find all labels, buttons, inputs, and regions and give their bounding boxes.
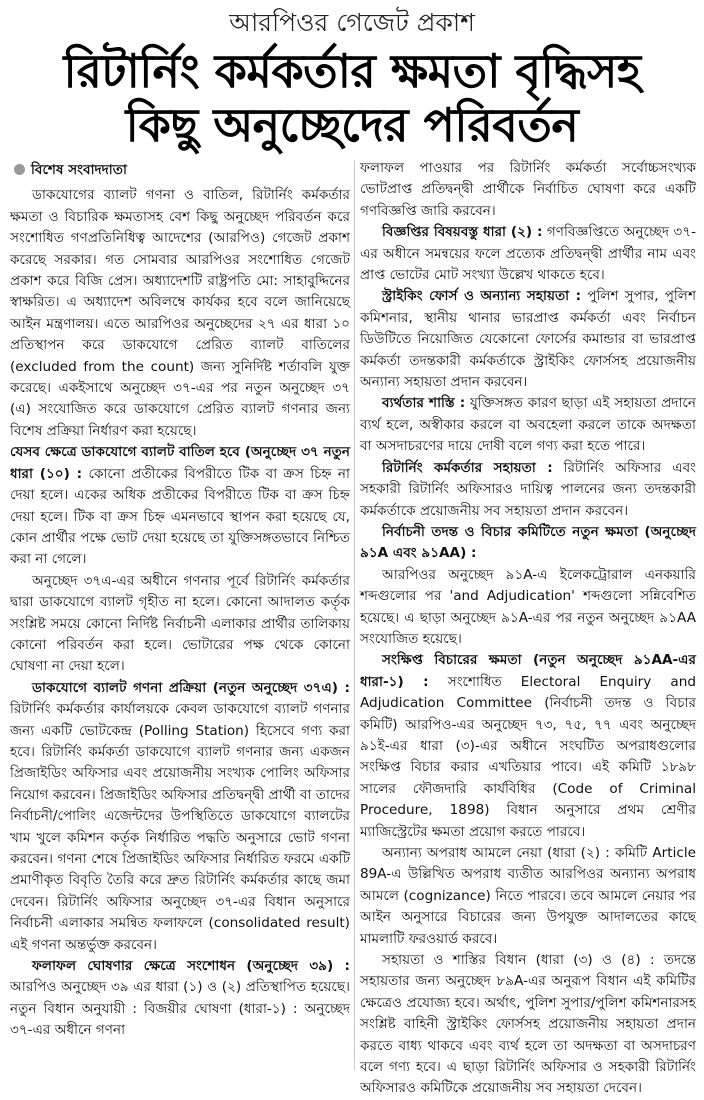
paragraph-lead: যেসব ক্ষেত্রে ডাকযোগে ব্যালট বাতিল হবে (অনুচ্ছেদ ৩৭ নতুন ধারা (১০) : — [10, 444, 350, 482]
paragraph-text: অন্যান্য অপরাধ আমলে নেয়া (ধারা (২) : কমিটি Article 89A-এ উল্লিখিত অপরাধ ব্যতীত আরপিওর অন্যান্য অপরাধ আমলে (cognizance) নিতে পারবে। তবে আমলে নেয়ার পর আইন অনুসারে বিচারের জন্য উপযুক্ত আদালতের কাছে মামলাটি ফরওয়ার্ড করবে। — [360, 845, 696, 947]
left-paragraphs — [10, 185, 350, 1041]
paragraph-text: আরপিও অনুচ্ছেদ ৩৯ এর ধারা (১) ও (২) প্রতিস্থাপিত হয়েছে। নতুন বিধান অনুযায়ী : বিজয়ীর ঘোষণা (ধারা-১) : অনুচ্ছেদ ৩৭-এর অধীনে গণনা — [10, 979, 350, 1039]
left-column — [10, 160, 350, 1042]
kicker: আরপিওর গেজেট প্রকাশ — [229, 8, 475, 37]
bullet-icon — [14, 164, 25, 175]
paragraph-text: কোনো প্রতীকের বিপরীতে টিক বা ক্রস চিহ্ন না দেয়া হলে। একের অধিক প্রতীকের বিপরীতে টিক বা ক্রস চিহ্ন দেয়া হলে। টিক বা ক্রস চিহ্ন এমনভাবে স্থাপন করা হয়েছে যে, কোন প্রার্থীর পক্ষে ভোট দেয়া হয়েছে তা যুক্তিসঙ্গতভাবে নিশ্চিত করা না গেলে। — [10, 465, 350, 568]
paragraph-text: ডাকযোগের ব্যালট গণনা ও বাতিল, রিটার্নিং কর্মকর্তার ক্ষমতা ও বিচারিক ক্ষমতাসহ বেশ কিছু অনুচ্ছেদ পরিবর্তন করে সংশোধিত গণপ্রতিনিধিত্ব আদেশের (আরপিও) গেজেট প্রকাশ করেছে সরকার। গত সোমবার আরপিওর সংশোধিত গেজেট প্রকাশ করে বিজি প্রেস। অধ্যাদেশটি রাষ্ট্রপতি মো: সাহাবুদ্দিনের স্বাক্ষরিত। এ অধ্যাদেশ অবিলম্বে কার্যকর হবে বলে জানিয়েছে আইন মন্ত্রণালয়। এতে আরপিওর অনুচ্ছেদের ২৭ এর ধারা ১০ প্রতিস্থাপন করে ডাকযোগে প্রেরিত ব্যালট বাতিলের (excluded from the count) জন্য সুনির্দিষ্ট শর্তাবলি যুক্ত করেছে। একইসাথে অনুচ্ছেদ ৩৭-এর পর নতুন অনুচ্ছেদ ৩৭ (এ) সংযোজিত করে ডাকযোগে প্রেরিত ব্যালট গণনার জন্য বিশেষ প্রক্রিয়া নির্ধারণ করা হয়েছে। — [10, 187, 350, 439]
paragraph-text: রিটার্নিং কর্মকর্তার কার্যালয়কে কেবল ডাকযোগে ব্যালট গণনার জন্য একটি ভোটকেন্দ্র (Polling Station) হিসেবে গণ্য করা হবে। রিটার্নিং কর্মকর্তা ডাকযোগে ব্যালট গণনার জন্য একজন প্রিজাইডিং অফিসার এবং প্রয়োজনীয় সংখ্যক পোলিং অফিসার নিয়োগ করবেন। প্রিজাইডিং অফিসার প্রতিদ্বন্দ্বী প্রার্থী বা তাদের নির্বাচনী/পোলিং এজেন্টদের উপস্থিতিতে ডাকযোগে ব্যালটের খাম খুলে কমিশন কর্তৃক নির্ধারিত পদ্ধতি অনুসারে ভোট গণনা করবেন। গণনা শেষে প্রিজাইডিং অফিসার নির্ধারিত ফরমে একটি প্রমাণীকৃত বিবৃতি তৈরি করে দ্রুত রিটার্নিং কর্মকর্তার কাছে জমা দেবেন। রিটার্নিং অফিসার অনুচ্ছেদ ৩৭-এর বিধান অনুসারে নির্বাচনী এলাকার সমন্বিত ফলাফলে (consolidated result) এই গণনা অন্তর্ভুক্ত করবেন। — [10, 701, 350, 953]
paragraph — [360, 843, 696, 950]
paragraph — [10, 571, 350, 678]
paragraph — [360, 950, 696, 1100]
paragraph-text: রিটার্নিং অফিসার এবং সহকারী রিটার্নিং অফিসারও দায়িত্ব পালনের জন্য তদন্তকারী কর্মকর্তাকে প্রয়োজনীয় সব সহায়তা প্রদান করবেন। — [360, 459, 696, 519]
paragraph — [360, 222, 696, 286]
paragraph — [10, 185, 350, 442]
paragraph-text: অনুচ্ছেদ ৩৭এ-এর অধীনে গণনার পূর্বে রিটার্নিং কর্মকর্তার দ্বারা ডাকযোগে ব্যালট গৃহীত না হলে। কোনো আদালত কর্তৃক সংশ্লিষ্ট সময়ে কোনো নির্দিষ্ট নির্বাচনী এলাকার প্রার্থীর তালিকায় কোনো পরিবর্তন করা হলে। ভোটারের পক্ষ থেকে কোনো ঘোষণা না দেয়া হলে। — [10, 572, 350, 675]
paragraph-text: সহায়তা ও শাস্তির বিধান (ধারা (৩) ও (৪) : তদন্তে সহায়তার জন্য অনুচ্ছেদ ৮৯A-এর অনুরূপ বিধান এই কমিটির ক্ষেত্রেও প্রযোজ্য হবে। অর্থাৎ, পুলিশ সুপার/পুলিশ কমিশনারসহ সংশ্লিষ্ট বাহিনী স্ট্রাইকিং ফোর্সসহ প্রয়োজনীয় সহায়তা প্রদান করতে বাধ্য থাকবে এবং ব্যর্থ হলে তা অদক্ষতা বা অসদাচরণ বলে গণ্য হবে। এ ছাড়া রিটার্নিং অফিসার ও সহকারী রিটার্নিং অফিসারও কমিটিকে প্রয়োজনীয় সব সহায়তা দেবেন। — [360, 952, 696, 1097]
paragraph-lead: বিজ্ঞপ্তির বিষয়বস্তু ধারা (২) : — [382, 224, 543, 241]
paragraph-lead: ফলাফল ঘোষণার ক্ষেত্রে সংশোধন (অনুচ্ছেদ ৩৯) : — [32, 958, 350, 975]
paragraph — [10, 678, 350, 956]
headline-line-2: কিছু অনুচ্ছেদের পরিবর্তন — [125, 98, 579, 152]
paragraph — [360, 650, 696, 843]
paragraph-text: সংশোধিত Electoral Enquiry and Adjudication Committee (নির্বাচনী তদন্ত ও বিচার কমিটি) আরপিও-এর অনুচ্ছেদ ৭৩, ৭৫, ৭৭ এবং অনুচ্ছেদ ৯১ই-এর ধারা (৩)-এর অধীনে সংঘটিত অপরাধগুলোর সংক্ষিপ্ত বিচার করার এখতিয়ার পাবে। এই কমিটি ১৮৯৮ সালের ফৌজদারি কার্যবিধির (Code of Criminal Procedure, 1898) বিধান অনুসারে প্রথম শ্রেণীর ম্যাজিস্ট্রেটের ক্ষমতা প্রয়োগ করতে পারবে। — [360, 673, 696, 840]
paragraph-text: পুলিশ সুপার, পুলিশ কমিশনার, স্থানীয় থানার ভারপ্রাপ্ত কর্মকর্তা এবং নির্বাচন ডিউটিতে নিয়োজিত যেকোনো ফোর্সের কমান্ডার বা ভারপ্রাপ্ত কর্মকর্তা তদন্তকারী কর্মকর্তাকে স্ট্রাইকিং ফোর্সসহ প্রয়োজনীয় অন্যান্য সহায়তা প্রদান করবেন। — [360, 288, 696, 391]
paragraph-lead: স্ট্রাইকিং ফোর্স ও অন্যান্য সহায়তা : — [382, 288, 582, 305]
headline-line-1: রিটার্নিং কর্মকর্তার ক্ষমতা বৃদ্ধিসহ — [63, 44, 641, 98]
paragraph — [360, 565, 696, 651]
paragraph-text: গণবিজ্ঞপ্তিতে অনুচ্ছেদ ৩৭-এর অধীনে সমন্বয়ের ফলে প্রত্যেক প্রতিদ্বন্দ্বী প্রার্থীর নাম এবং প্রাপ্ত ভোটের মোট সংখ্যা উল্লেখ থাকতে হবে। — [360, 224, 696, 284]
paragraph-lead: সংক্ষিপ্ত বিচারের ক্ষমতা (নতুন অনুচ্ছেদ ৯১AA-এর ধারা-১) : — [360, 652, 696, 690]
paragraph-lead: ডাকযোগে ব্যালট গণনা প্রক্রিয়া (নতুন অনুচ্ছেদ ৩৭এ) : — [32, 679, 350, 696]
headline — [0, 44, 704, 152]
column-divider — [354, 160, 355, 1070]
paragraph-lead: ব্যর্থতার শাস্তি : — [382, 395, 466, 412]
paragraph — [360, 522, 696, 565]
paragraph — [360, 458, 696, 522]
byline-text: বিশেষ সংবাদদাতা — [31, 162, 127, 178]
paragraph — [360, 286, 696, 393]
paragraph — [10, 442, 350, 570]
paragraph — [10, 956, 350, 1042]
paragraph-lead: রিটার্নিং কর্মকর্তার সহায়তা : — [382, 459, 553, 476]
byline — [10, 160, 350, 181]
paragraph-text: আরপিওর অনুচ্ছেদ ৯১A-এ ইলেকট্রোরাল এনকয়ারি শব্দগুলোর পর 'and Adjudication' শব্দগুলো সন্নিবেশিত হয়েছে। এ ছাড়া অনুচ্ছেদ ৯১A-এর পর নতুন অনুচ্ছেদ ৯১AA সংযোজিত হয়েছে। — [360, 566, 696, 647]
paragraph-text: ফলাফল পাওয়ার পর রিটার্নিং কর্মকর্তা সর্বোচ্চসংখ্যক ভোটপ্রাপ্ত প্রতিদ্বন্দ্বী প্রার্থীকে নির্বাচিত ঘোষণা করে একটি গণবিজ্ঞপ্তি জারি করবেন। — [360, 160, 696, 219]
paragraph — [360, 393, 696, 457]
paragraph-lead: নির্বাচনী তদন্ত ও বিচার কমিটিতে নতুন ক্ষমতা (অনুচ্ছেদ ৯১A এবং ৯১AA) : — [360, 523, 696, 562]
paragraph — [360, 158, 696, 222]
paragraph-text: যুক্তিসঙ্গত কারণ ছাড়া এই সহায়তা প্রদানে ব্যর্থ হলে, অস্বীকার করলে বা অবহেলা করলে তাকে অদক্ষতা বা অসদাচরণের দায়ে দোষী বলে গণ্য করা হতে পারে। — [360, 395, 696, 455]
right-paragraphs — [360, 158, 696, 1100]
right-column — [360, 158, 696, 1100]
